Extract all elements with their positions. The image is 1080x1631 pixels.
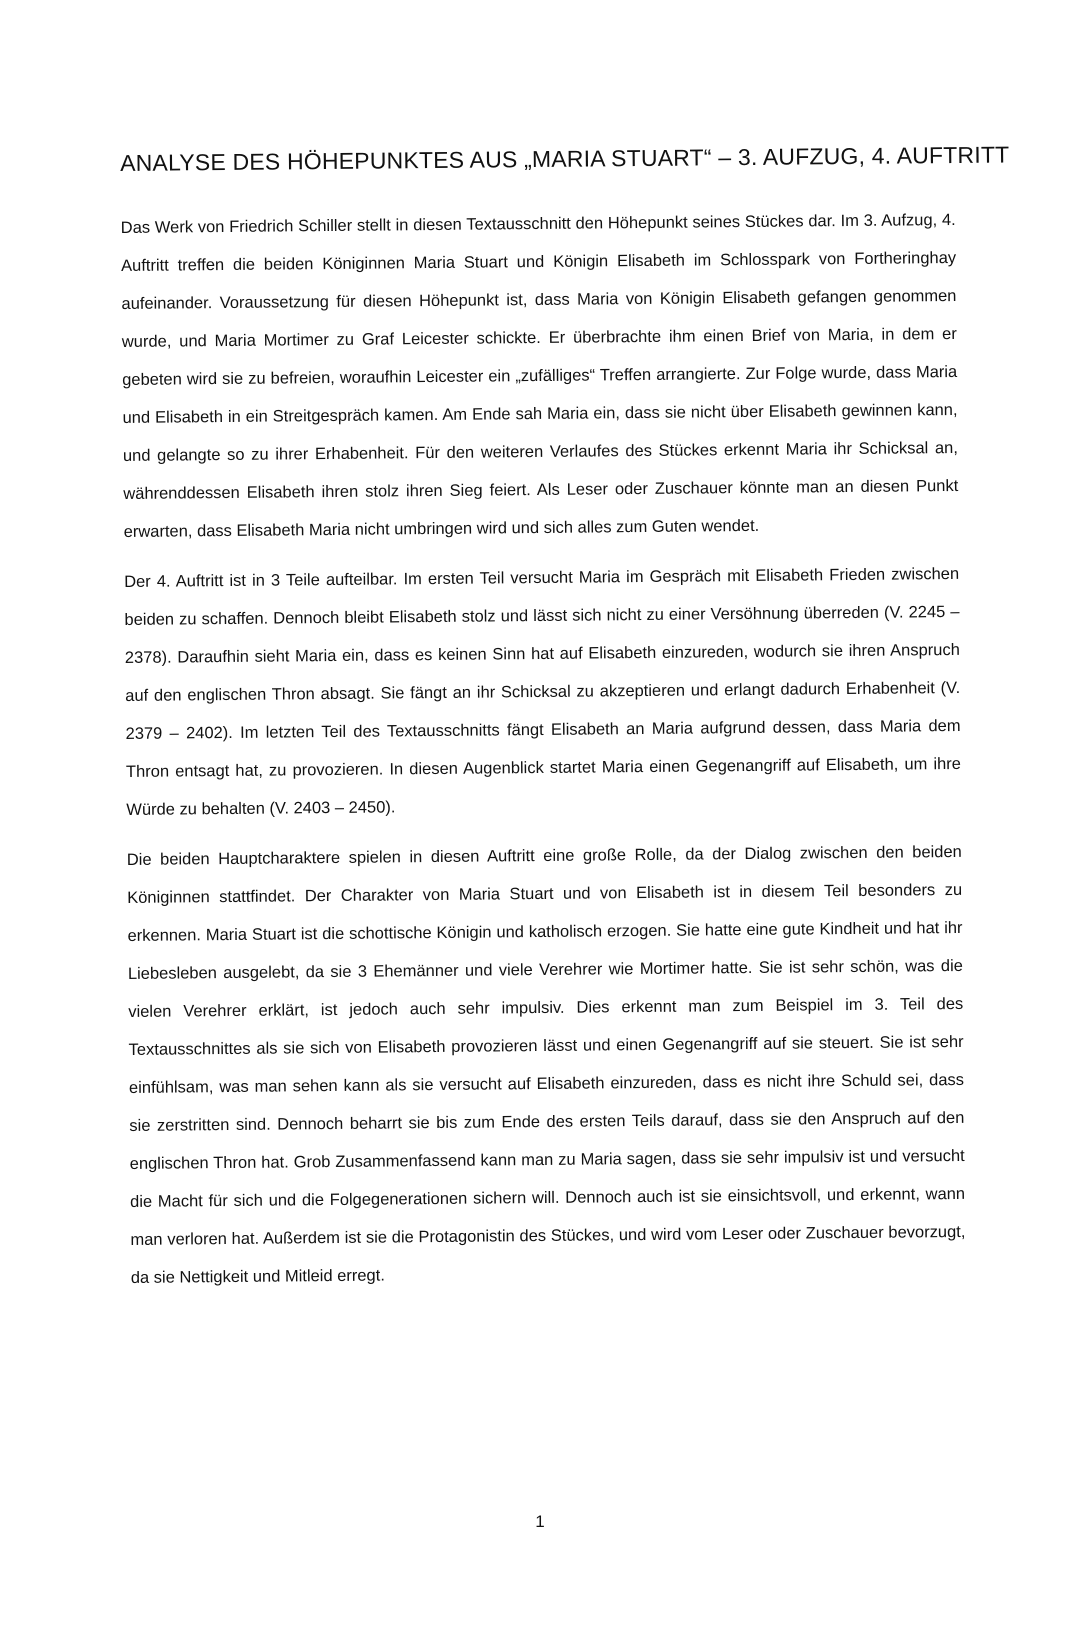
paragraph-characters: Die beiden Hauptcharaktere spielen in diesen Auftritt eine große Rolle, da der Dialog zwischen den beiden Königinnen stattfindet. Der Charakter von Maria Stuart und von Elisabeth ist in diesem Teil besonders zu erkennen. Maria Stuart ist die schottische Königin und katholisch erzogen. Sie hatte eine gute Kindheit und hat ihr Liebesleben ausgelebt, da sie 3 Ehemänner und viele Verehrer wie Mortimer hatte. Sie ist sehr schön, was die vielen Verehrer erklärt, ist jedoch auch sehr impulsiv. Dies erkennt man zum Beispiel im 3. Teil des Textausschnittes als sie sich von Elisabeth provozieren lässt und einen Gegenangriff auf sie steuert. Sie ist sehr einfühlsam, was man sehen kann als sie versucht auf Elisabeth einzureden, dass es nicht ihre Schuld sei, dass sie zerstritten sind. Dennoch beharrt sie bis zum Ende des ersten Teils darauf, dass sie den Anspruch auf den englischen Thron hat. Grob Zusammenfassend kann man zu Maria sagen, dass sie sehr impulsiv ist und versucht die Macht für sich und die Folgegenerationen sichern will. Dennoch auch ist sie einsichtsvoll, und erkennt, wann man verloren hat. Außerdem ist sie die Protagonistin des Stückes, und wird vom Leser oder Zuschauer bevorzugt, da sie Nettigkeit und Mitleid erregt. (126, 842, 966, 1287)
paragraph-introduction: Das Werk von Friedrich Schiller stellt in diesen Textausschnitt den Höhepunkt seines Stückes dar. Im 3. Aufzug, 4. Auftritt treffen die beiden Königinnen Maria Stuart und Königin Elisabeth im Schlosspark von Fortheringhay aufeinander. Voraussetzung für diesen Höhepunkt ist, dass Maria von Königin Elisabeth gefangen genommen wurde, und Maria Mortimer zu Graf Leicester schickte. Er überbrachte ihm einen Brief von Maria, in dem er gebeten wird sie zu befreien, woraufhin Leicester ein „zufälliges“ Treffen arrangierte. Zur Folge wurde, dass Maria und Elisabeth in ein Streitgespräch kamen. Am Ende sah Maria ein, dass sie nicht über Elisabeth gewinnen kann, und gelangte so zu ihrer Erhabenheit. Für den weiteren Verlaufes des Stückes erkennt Maria ihr Schicksal an, währenddessen Elisabeth ihren stolz ihren Sieg feiert. Als Leser oder Zuschauer könnte man an diesen Punkt erwarten, dass Elisabeth Maria nicht umbringen wird und sich alles zum Guten wendet. (120, 210, 959, 541)
page-number: 1 (535, 1512, 545, 1531)
document-title: ANALYSE DES HÖHEPUNKTES AUS „MARIA STUART“ – 3. AUFZUG, 4. AUFTRITT (120, 141, 1010, 176)
paragraph-structure: Der 4. Auftritt ist in 3 Teile aufteilbar. Im ersten Teil versucht Maria im Gespräch mit Elisabeth Frieden zwischen beiden zu schaffen. Dennoch bleibt Elisabeth stolz und lässt sich nicht zu einer Versöhnung überreden (V. 2245 – 2378). Daraufhin sieht Maria ein, dass es keinen Sinn hat auf Elisabeth einzureden, wodurch sie ihren Anspruch auf den englischen Thron absagt. Sie fängt an ihr Schicksal zu akzeptieren und erlangt dadurch Erhabenheit (V. 2379 – 2402). Im letzten Teil des Textausschnitts fängt Elisabeth an Maria aufgrund dessen, dass Maria dem Thron entsagt hat, zu provozieren. In diesen Augenblick startet Maria einen Gegenangriff auf Elisabeth, um ihre Würde zu behalten (V. 2403 – 2450). (124, 564, 962, 819)
document-body (120, 141, 1010, 1309)
